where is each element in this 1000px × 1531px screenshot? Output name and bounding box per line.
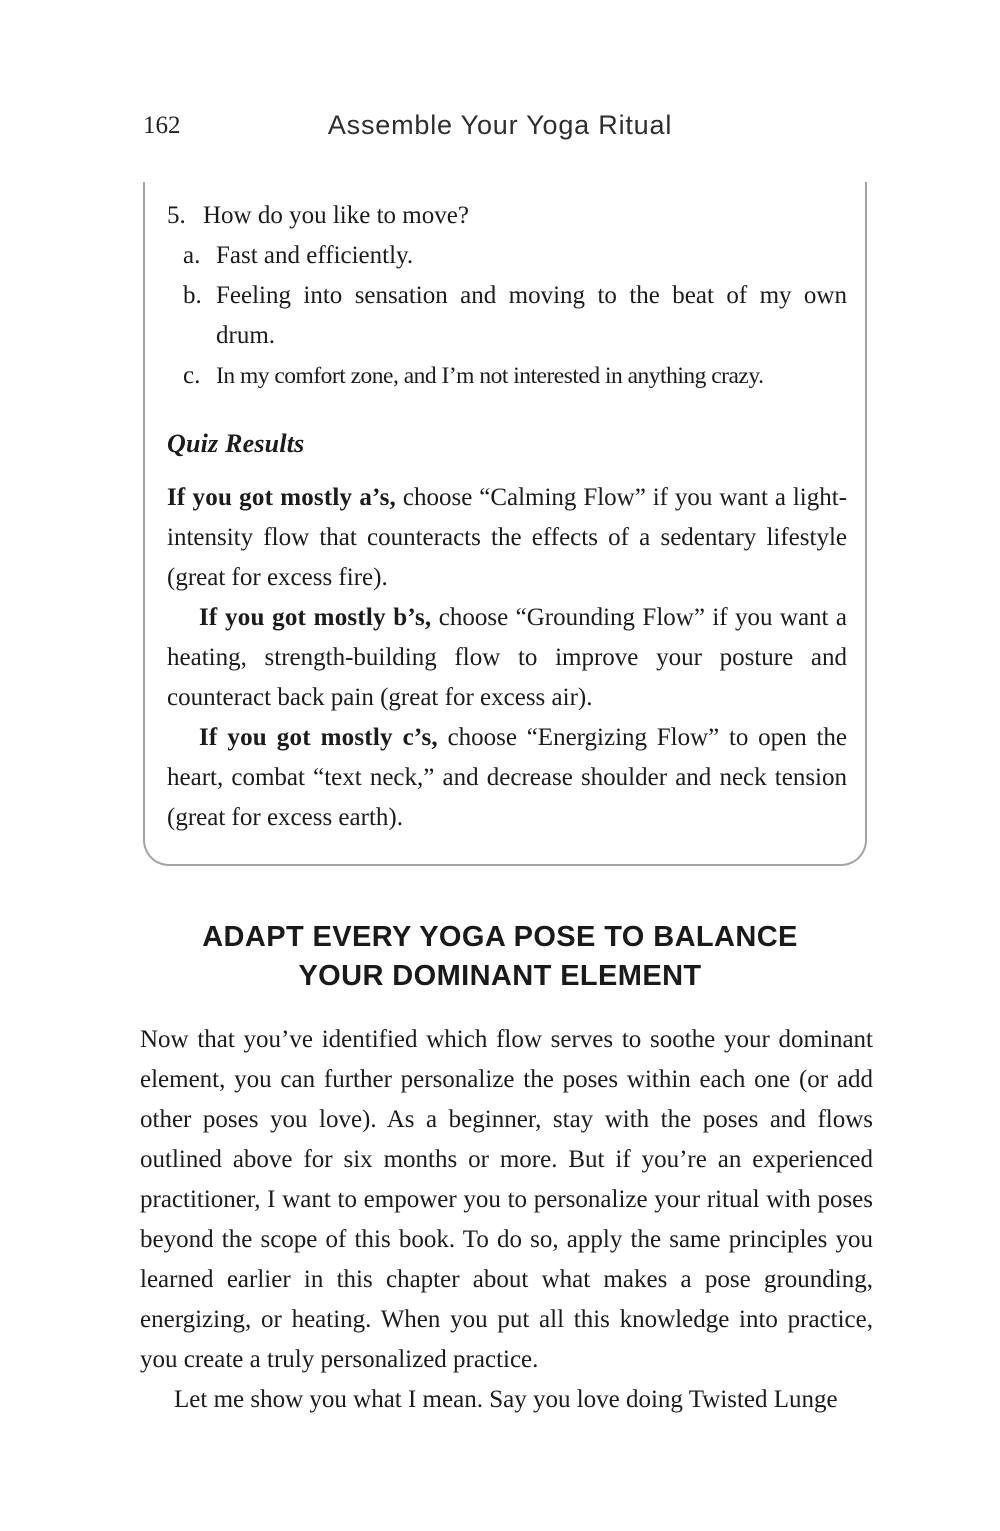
- result-lead: If you got mostly a’s,: [167, 484, 396, 511]
- running-head: Assemble Your Yoga Ritual: [327, 110, 673, 140]
- quiz-question: [167, 196, 847, 236]
- quiz-results-heading: Quiz Results: [167, 429, 305, 458]
- quiz-result-b: [167, 598, 847, 718]
- result-lead: If you got mostly b’s,: [199, 604, 432, 631]
- result-text: choose “Grounding Flow” if you want a heating, strength-building flow to improve your posture and counteract back pain (great for excess air).: [167, 604, 847, 711]
- result-text: choose “Calming Flow” if you want a light-intensity flow that counteracts the effects of a sedentary lifestyle (great for excess fire).: [167, 484, 847, 591]
- option-label: a.: [183, 242, 201, 269]
- quiz-result-a: [167, 478, 847, 598]
- body-paragraph-1: Now that you’ve identified which flow serves to soothe your dominant element, you can further personalize the poses within each one (or add other poses you love). As a beginner, stay with the poses and flows outlined above for six months or more. But if you’re an experienced practitioner, I want to empower you to personalize your ritual with poses beyond the scope of this book. To do so, apply the same principles you learned earlier in this chapter about what makes a pose grounding, energizing, or heating. When you put all this knowledge into practice, you create a truly personalized practice.: [140, 1026, 873, 1373]
- page-number: 162: [143, 112, 181, 139]
- option-label: b.: [183, 282, 202, 309]
- section-heading: [0, 918, 1000, 996]
- page-header: [0, 110, 1000, 142]
- body-paragraph-2: Let me show you what I mean. Say you love doing Twisted Lunge: [174, 1386, 838, 1413]
- quiz-box: [143, 182, 867, 866]
- result-lead: If you got mostly c’s,: [199, 724, 438, 751]
- body-text: [140, 1020, 873, 1420]
- option-text: Fast and efficiently.: [216, 242, 414, 269]
- quiz-option-a: [183, 236, 847, 276]
- heading-line-2: YOUR DOMINANT ELEMENT: [298, 960, 702, 992]
- question-text: How do you like to move?: [203, 202, 469, 229]
- quiz-option-b: [183, 276, 847, 356]
- heading-line-1: ADAPT EVERY YOGA POSE TO BALANCE: [202, 921, 798, 953]
- result-text: choose “Energizing Flow” to open the heart, combat “text neck,” and decrease shoulder and neck tension (great for excess earth).: [167, 724, 847, 831]
- quiz-option-c: [183, 356, 847, 396]
- question-number: 5.: [167, 202, 186, 229]
- option-text: Feeling into sensation and moving to the beat of my own drum.: [216, 282, 847, 349]
- option-text: In my comfort zone, and I’m not interested in anything crazy.: [216, 363, 764, 389]
- quiz-result-c: [167, 718, 847, 838]
- option-label: c.: [183, 362, 201, 389]
